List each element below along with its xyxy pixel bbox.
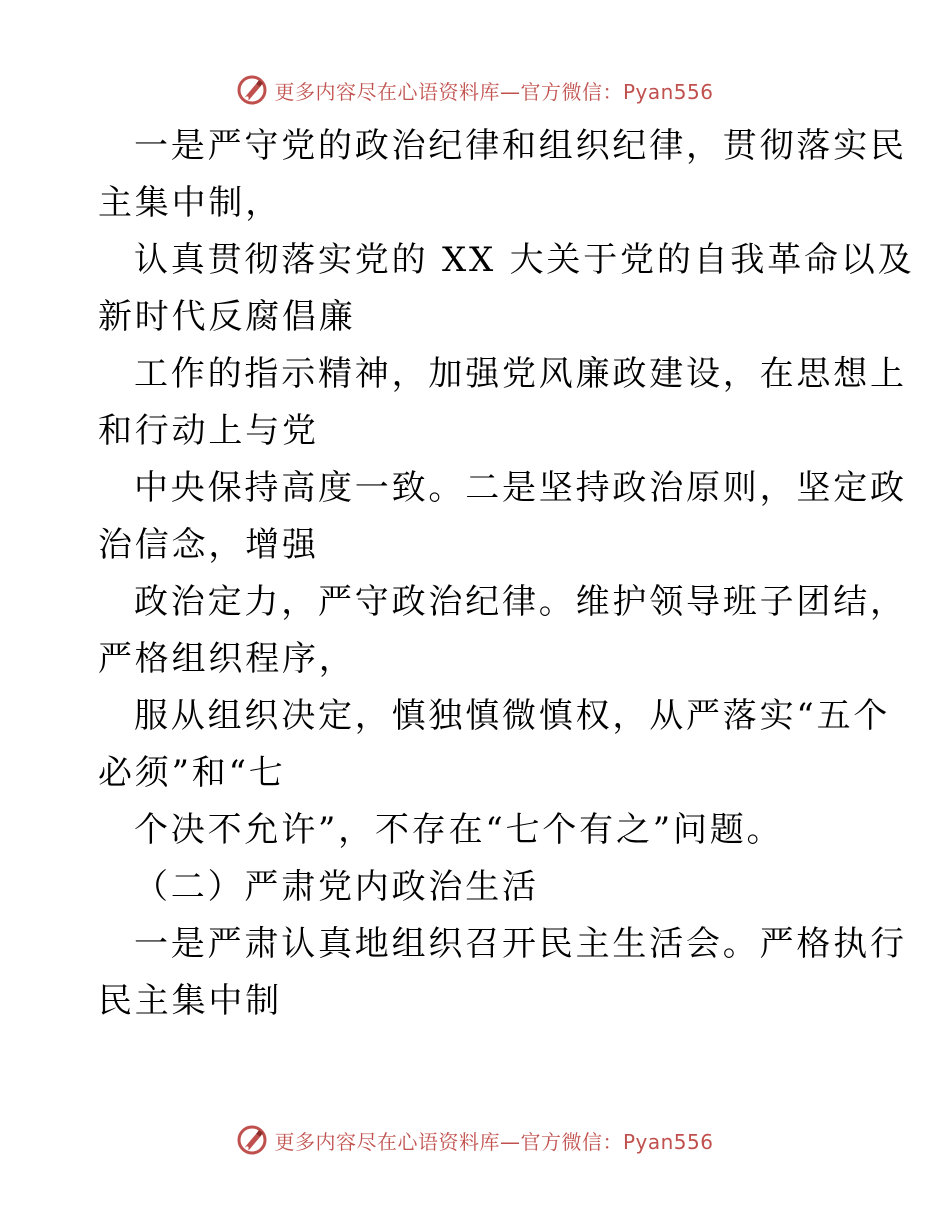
paragraph-line: 服从组织决定，慎独慎微慎权，从严落实“五个 [134, 696, 891, 736]
document-body [98, 118, 915, 1030]
section-heading: （二）严肃党内政治生活 [134, 867, 539, 907]
watermark-text: 更多内容尽在心语资料库—官方微信：Pyan556 [274, 79, 714, 104]
footer-watermark [0, 1120, 950, 1160]
paragraph-line: 必须”和“七 [98, 753, 286, 793]
pen-logo-icon [236, 74, 268, 106]
paragraph-line: 中央保持高度一致。二是坚持政治原则，坚定政 [134, 468, 907, 508]
paragraph-line: 和行动上与党 [98, 411, 319, 451]
paragraph-line: 个决不允许”，不存在“七个有之”问题。 [134, 810, 784, 850]
header-watermark [0, 70, 950, 110]
paragraph-line: 工作的指示精神，加强党风廉政建设，在思想上 [134, 354, 907, 394]
paragraph-line: 主集中制， [98, 183, 282, 223]
paragraph-line: 一是严肃认真地组织召开民主生活会。严格执行 [134, 924, 907, 964]
watermark-text: 更多内容尽在心语资料库—官方微信：Pyan556 [274, 1129, 714, 1154]
paragraph-line: 一是严守党的政治纪律和组织纪律，贯彻落实民 [134, 126, 907, 166]
paragraph-line: 严格组织程序， [98, 639, 356, 679]
paragraph-line: 政治定力，严守政治纪律。维护领导班子团结， [134, 582, 907, 622]
paragraph-line: 民主集中制 [98, 981, 282, 1021]
pen-logo-icon [236, 1124, 268, 1156]
paragraph-line: 治信念，增强 [98, 525, 319, 565]
paragraph-line: 新时代反腐倡廉 [98, 297, 356, 337]
paragraph-line: 认真贯彻落实党的 XX 大关于党的自我革命以及 [134, 240, 915, 280]
